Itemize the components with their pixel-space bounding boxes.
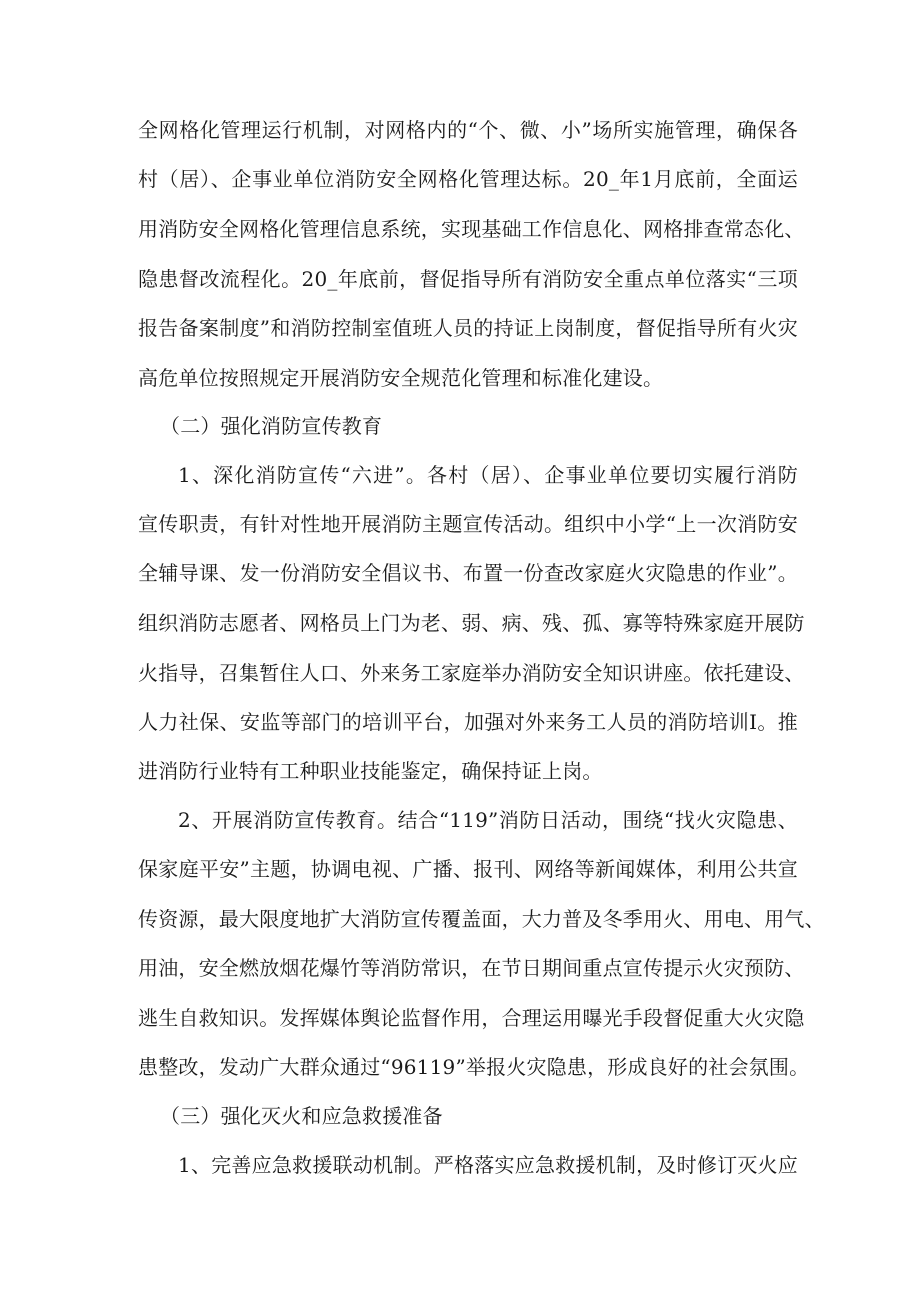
text-line-22: 1、完善应急救援联动机制。严格落实应急救援机制，及时修订灭火应 (178, 1153, 798, 1177)
text-line-15: 2、开展消防宣传教育。结合“119”消防日活动，围绕“找火灾隐患、 (178, 808, 798, 832)
section-heading-3: （三）强化灭火和应急救援准备 (160, 1104, 443, 1128)
text-line-9: 宣传职责，有针对性地开展消防主题宣传活动。组织中小学“上一次消防安 (138, 512, 798, 536)
text-line-3: 用消防安全网格化管理信息系统，实现基础工作信息化、网格排查常态化、 (138, 217, 805, 241)
text-line-4: 隐患督改流程化。20_年底前，督促指导所有消防安全重点单位落实“三项 (138, 267, 798, 291)
text-line-5: 报告备案制度”和消防控制室值班人员的持证上岗制度，督促指导所有火灾 (138, 316, 798, 340)
text-line-6: 高危单位按照规定开展消防安全规范化管理和标准化建设。 (138, 366, 664, 390)
text-line-17: 传资源，最大限度地扩大消防宣传覆盖面，大力普及冬季用火、用电、用气、 (138, 907, 825, 931)
text-line-1: 全网格化管理运行机制，对网格内的“个、微、小”场所实施管理，确保各 (138, 118, 798, 142)
text-line-13: 人力社保、安监等部门的培训平台，加强对外来务工人员的消防培训I。推 (138, 710, 798, 734)
text-line-8: 1、深化消防宣传“六进”。各村（居）、企事业单位要切实履行消防 (178, 463, 798, 487)
section-heading-2: （二）强化消防宣传教育 (160, 414, 383, 438)
text-line-14: 进消防行业特有工种职业技能鉴定，确保持证上岗。 (138, 759, 603, 783)
text-line-19: 逃生自救知识。发挥媒体舆论监督作用，合理运用曝光手段督促重大火灾隐 (138, 1006, 805, 1030)
text-line-10: 全辅导课、发一份消防安全倡议书、布置一份查改家庭火灾隐患的作业”。 (138, 561, 798, 585)
text-line-2: 村（居）、企事业单位消防安全网格化管理达标。20_年1月底前，全面运 (138, 167, 798, 191)
text-line-11: 组织消防志愿者、网格员上门为老、弱、病、残、孤、寡等特殊家庭开展防 (138, 611, 805, 635)
text-line-20: 患整改，发动广大群众通过“96119”举报火灾隐患，形成良好的社会氛围。 (138, 1055, 810, 1079)
text-line-18: 用油，安全燃放烟花爆竹等消防常识，在节日期间重点宣传提示火灾预防、 (138, 956, 805, 980)
text-line-12: 火指导，召集暂住人口、外来务工家庭举办消防安全知识讲座。依托建设、 (138, 661, 805, 685)
text-line-16: 保家庭平安”主题，协调电视、广播、报刊、网络等新闻媒体，利用公共宣 (138, 857, 798, 881)
